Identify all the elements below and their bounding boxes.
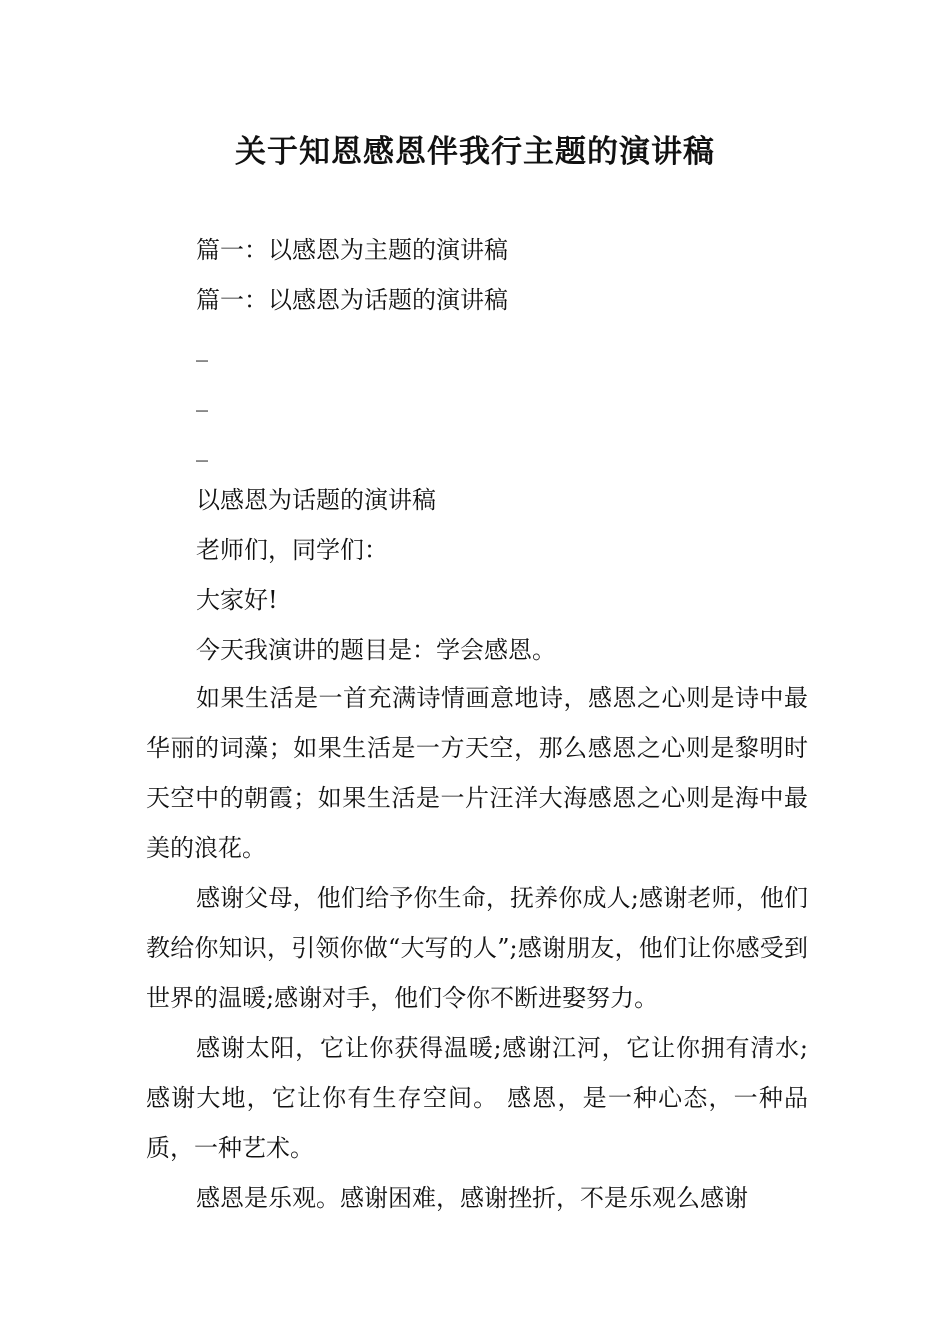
- body-paragraph: 如果生活是一首充满诗情画意地诗，感恩之心则是诗中最华丽的词藻；如果生活是一方天空，那么感恩之心则是黎明时天空中的朝霞；如果生活是一片汪洋大海感恩之心则是海中最美的浪花。: [146, 684, 808, 862]
- body-paragraph: 感谢太阳，它让你获得温暖;感谢江河，它让你拥有清水;感谢大地，它让你有生存空间。 感恩，是一种心态，一种品质，一种艺术。: [146, 1034, 808, 1162]
- body-paragraph: 感谢父母，他们给予你生命，抚养你成人;感谢老师，他们教给你知识，引领你做“大写的人”;感谢朋友，他们让你感受到世界的温暖;感谢对手，他们令你不断进娶努力。: [146, 884, 808, 1012]
- greeting: 大家好!: [196, 586, 278, 614]
- speech-title: 以感恩为话题的演讲稿: [196, 486, 436, 514]
- separator-mark: _: [196, 434, 208, 462]
- separator-mark: _: [196, 384, 208, 412]
- document-title: 关于知恩感恩伴我行主题的演讲稿: [235, 134, 715, 170]
- salutation: 老师们，同学们：: [196, 536, 388, 564]
- section-heading: 篇一：以感恩为主题的演讲稿: [196, 236, 508, 264]
- body-paragraph: 感恩是乐观。感谢困难，感谢挫折，不是乐观么感谢: [196, 1184, 748, 1212]
- section-heading: 篇一：以感恩为话题的演讲稿: [196, 286, 508, 314]
- separator-mark: _: [196, 334, 208, 362]
- topic-intro: 今天我演讲的题目是：学会感恩。: [196, 636, 556, 664]
